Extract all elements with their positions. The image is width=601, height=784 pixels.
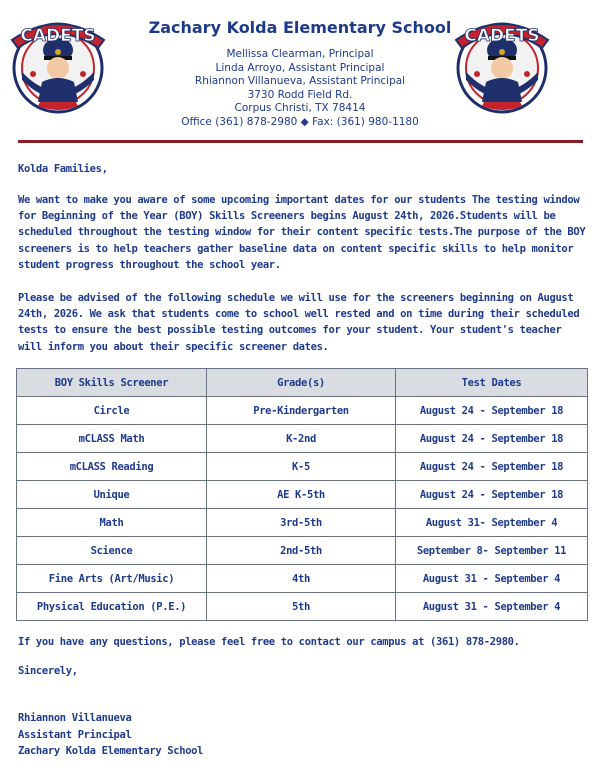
dates-cell: August 24 - September 18: [396, 397, 588, 425]
screener-cell: Math: [17, 509, 207, 537]
screener-cell: Circle: [17, 397, 207, 425]
header-divider: [18, 140, 583, 143]
screener-cell: Physical Education (P.E.): [17, 593, 207, 621]
grade-cell: K-2nd: [207, 425, 396, 453]
assistant-principal-line-1: Linda Arroyo, Assistant Principal: [215, 61, 385, 74]
assistant-principal-line-2: Rhiannon Villanueva, Assistant Principal: [194, 75, 406, 87]
table-row: [17, 509, 588, 537]
phone-fax: Office (361) 878-2980 ◆ Fax: (361) 980-1180: [181, 115, 419, 128]
screener-cell: Science: [17, 537, 207, 565]
grade-cell: Pre-Kindergarten: [207, 397, 396, 425]
screener-cell: mCLASS Math: [17, 425, 207, 453]
grade-cell: AE K-5th: [207, 481, 396, 509]
cadets-logo-left: [8, 10, 108, 118]
dates-cell: August 31 - September 4: [396, 593, 588, 621]
city-address: Corpus Christi, TX 78414: [234, 102, 366, 114]
cadets-emblem-icon: [452, 10, 552, 118]
signature-school: Zachary Kolda Elementary School: [18, 745, 204, 757]
table-row: [17, 453, 588, 481]
dates-cell: September 8- September 11: [396, 537, 588, 565]
grade-cell: 4th: [207, 565, 396, 593]
screener-schedule-table: [16, 368, 588, 621]
dates-cell: August 31 - September 4: [396, 565, 588, 593]
contact-line: If you have any questions, please feel free to contact our campus at (361) 878-2980.: [18, 636, 520, 648]
paragraph-intro: We want to make you aware of some upcoming important dates for our students The testing window for Beginning of the Year (BOY) Skills Screeners begins August 24th, 2026.Students will be scheduled throughout the testing window for their content specific tests.The purpose of the BOY screeners is to help teachers gather baseline data on content specific skills to help monitor student progress throughout the school year.: [18, 194, 586, 271]
grade-cell: K-5: [207, 453, 396, 481]
column-header-test-dates: Test Dates: [396, 369, 588, 397]
dates-cell: August 24 - September 18: [396, 481, 588, 509]
signature-title: Assistant Principal: [18, 728, 132, 741]
dates-cell: August 24 - September 18: [396, 453, 588, 481]
grade-cell: 3rd-5th: [207, 509, 396, 537]
grade-cell: 2nd-5th: [207, 537, 396, 565]
staff-info: [110, 48, 490, 129]
table-row: [17, 425, 588, 453]
principal-line: Mellissa Clearman, Principal: [226, 48, 374, 60]
cadets-logo-right: [452, 10, 552, 118]
table-row: [17, 537, 588, 565]
screener-cell: Fine Arts (Art/Music): [17, 565, 207, 593]
logo-text: CADETS: [464, 26, 540, 46]
cadets-emblem-icon: [8, 10, 108, 118]
greeting: Kolda Families,: [18, 163, 108, 175]
table-row: [17, 565, 588, 593]
column-header-grades: Grade(s): [207, 369, 396, 397]
table-row: [17, 397, 588, 425]
table-header-row: [17, 369, 588, 397]
table-row: [17, 593, 588, 621]
signature-block: [18, 710, 586, 760]
logo-text: CADETS: [20, 26, 96, 46]
school-name: Zachary Kolda Elementary School: [148, 18, 452, 37]
screener-cell: Unique: [17, 481, 207, 509]
dates-cell: August 31- September 4: [396, 509, 588, 537]
column-header-screener: BOY Skills Screener: [17, 369, 207, 397]
grade-cell: 5th: [207, 593, 396, 621]
closing: Sincerely,: [18, 665, 78, 677]
paragraph-schedule: Please be advised of the following schedule we will use for the screeners beginning on August 24th, 2026. We ask that students come to school well rested and on time during their scheduled tests to ensure the best possible testing outcomes for your student. Your student's teacher will inform you about their specific screener dates.: [18, 292, 580, 353]
table-row: [17, 481, 588, 509]
dates-cell: August 24 - September 18: [396, 425, 588, 453]
screener-cell: mCLASS Reading: [17, 453, 207, 481]
signature-name: Rhiannon Villanueva: [18, 712, 132, 724]
street-address: 3730 Rodd Field Rd.: [247, 88, 353, 101]
